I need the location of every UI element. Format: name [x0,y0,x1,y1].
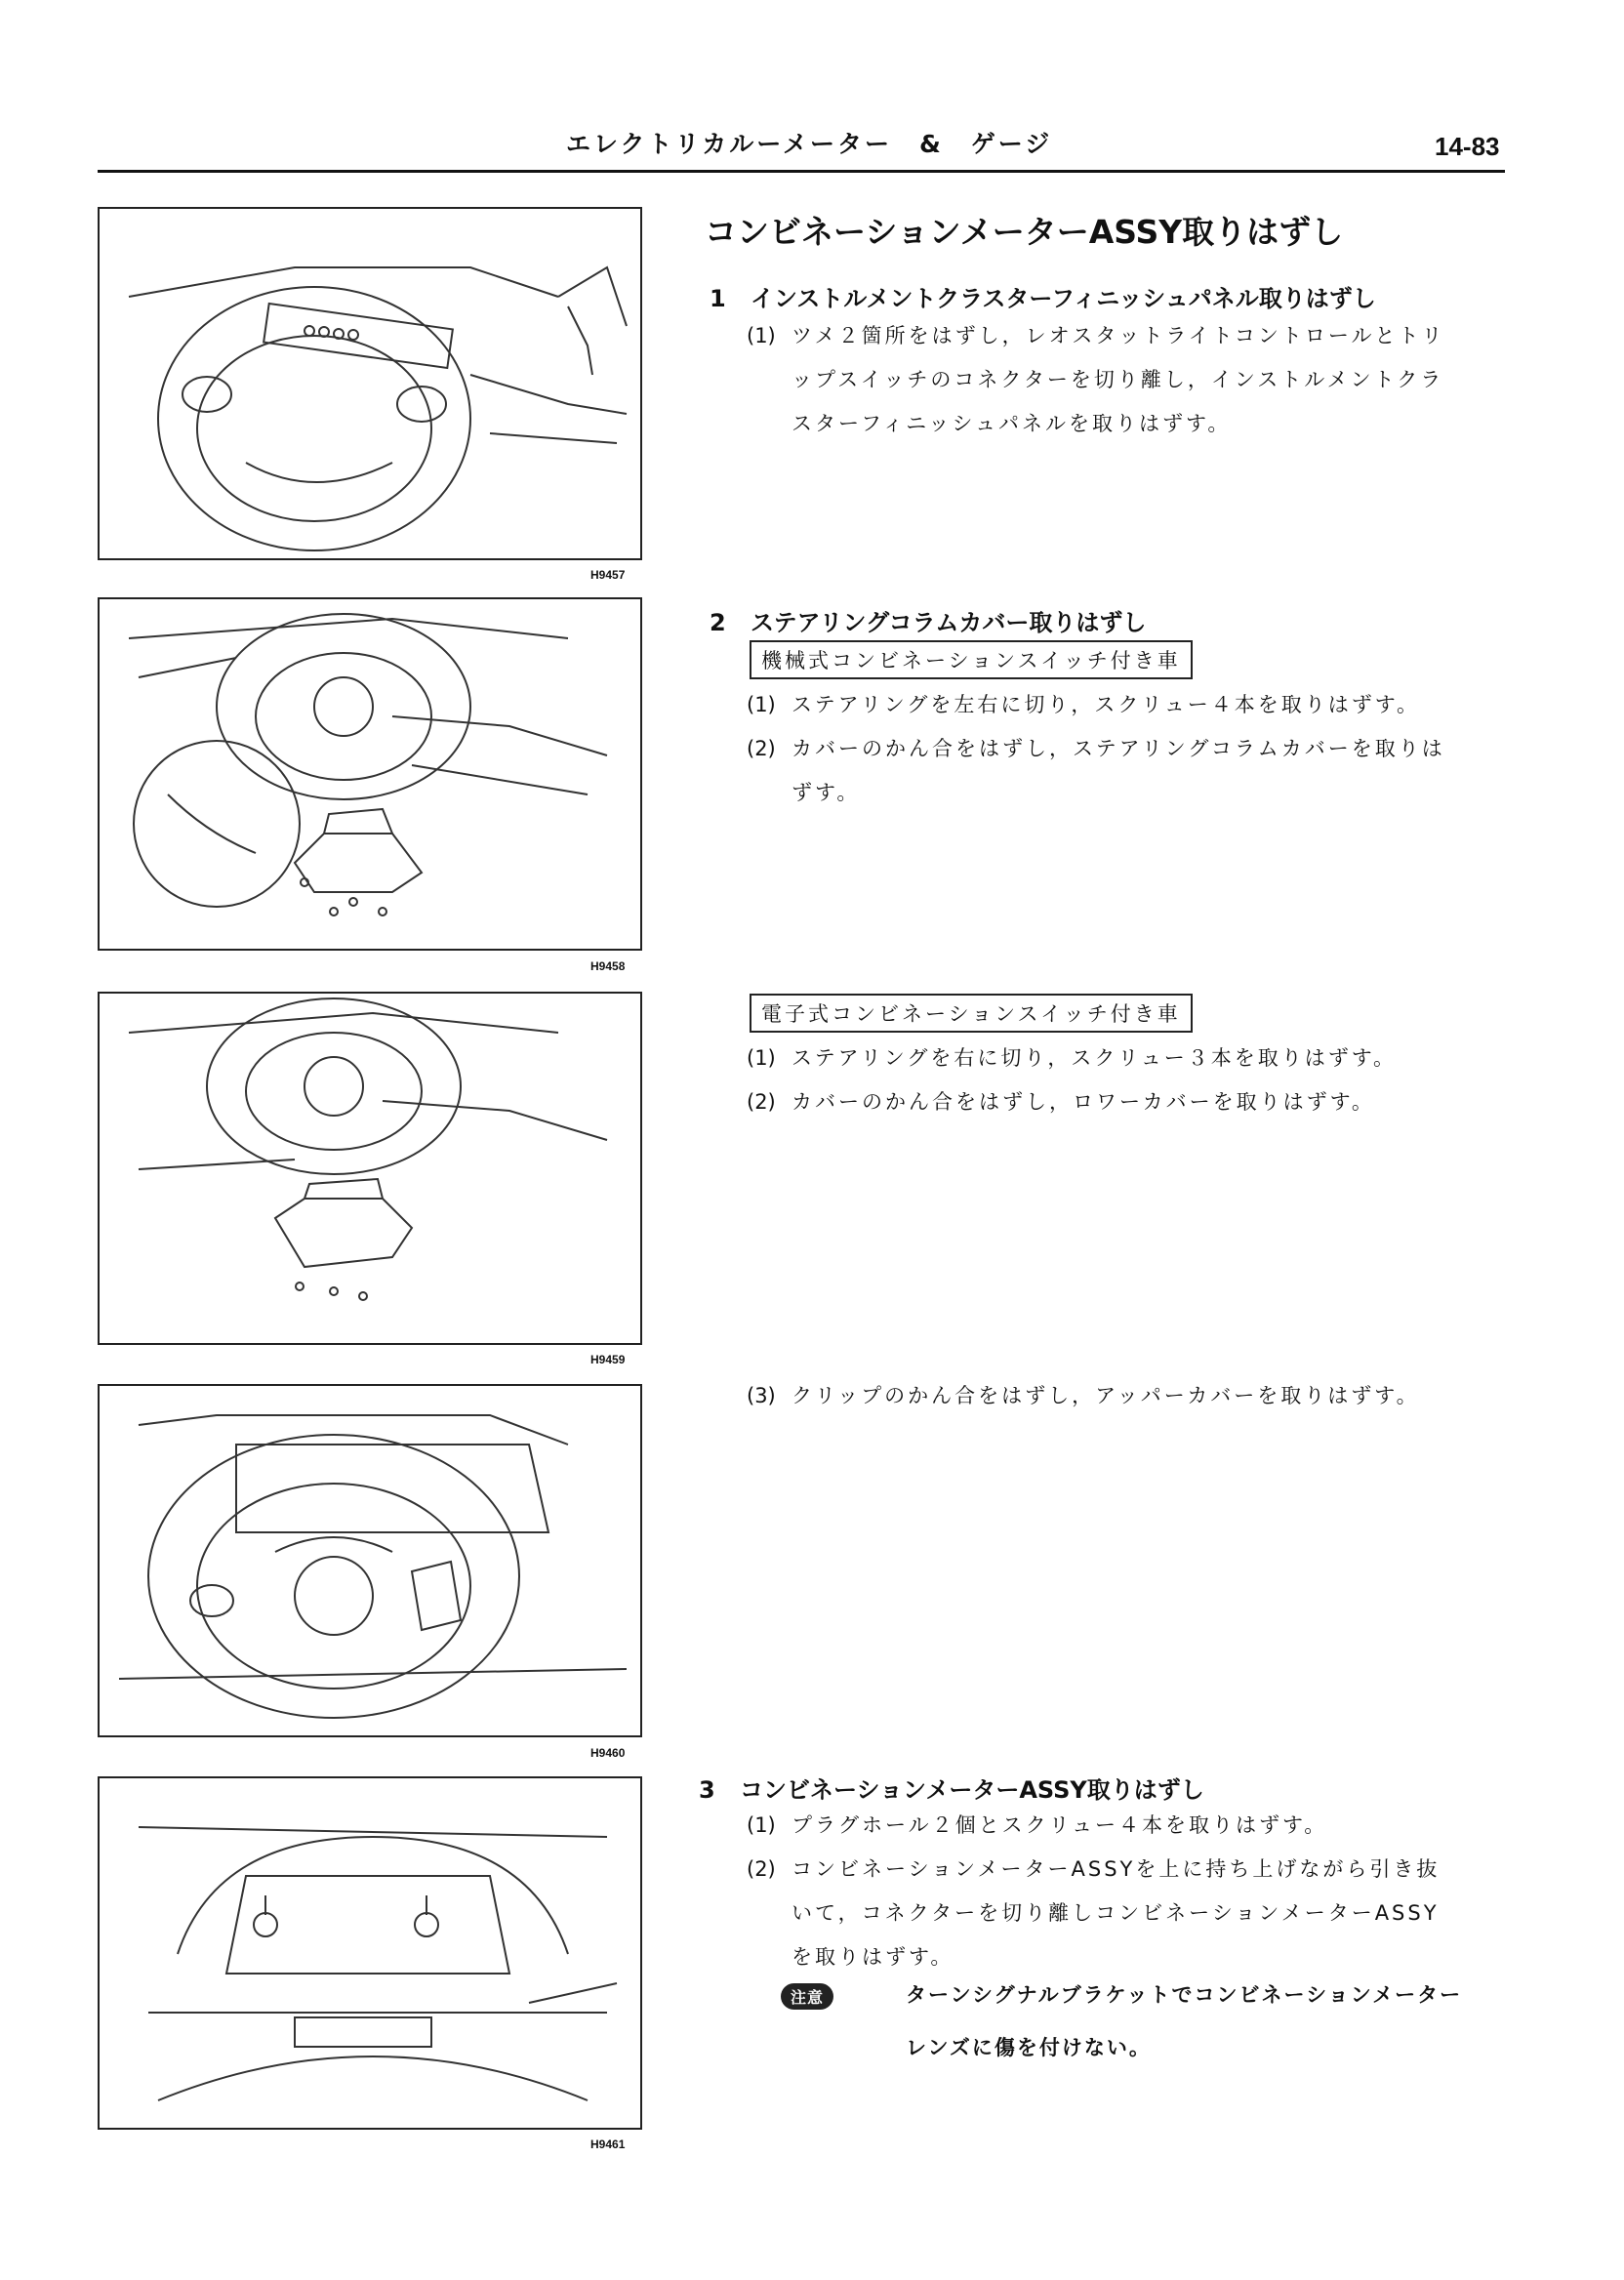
page-number: 14-83 [1435,132,1500,161]
figure-meter-assy [98,1776,642,2130]
paragraph-number: (1) [747,324,776,347]
figure-code: H9461 [590,2138,626,2151]
paragraph-number: (1) [747,693,776,716]
step-title: ステアリングコラムカバー取りはずし [751,609,1147,636]
paragraph-text: カバーのかん合をはずし，ステアリングコラムカバーを取りは [792,737,1445,760]
figure-upper-cover-illustration [100,1386,640,1735]
step-1-heading [710,279,1376,313]
paragraph-text: スターフィニッシュパネルを取りはずす。 [792,412,1232,435]
figure-code: H9458 [590,959,626,973]
step-2-heading [710,603,1146,637]
caution-line: ターンシグナルブラケットでコンビネーションメーター [906,1983,1463,2007]
paragraph-text: カバーのかん合をはずし，ロワーカバーを取りはずす。 [792,1090,1375,1114]
paragraph-number: (1) [747,1813,776,1837]
figure-column-cover-electronic [98,992,642,1345]
paragraph-text: を取りはずす。 [792,1945,954,1969]
paragraph-text: ずす。 [792,781,861,804]
figure-code: H9457 [590,568,626,582]
caution-line: レンズに傷を付けない。 [906,2036,1152,2059]
figure-upper-cover [98,1384,642,1737]
figure-column-cover-mechanical-illustration [100,599,640,949]
mechanical-switch-label: 機械式コンビネーションスイッチ付き車 [750,640,1193,679]
caution-text [906,1972,1462,2071]
paragraph-text: コンビネーションメーターASSYを上に持ち上げながら引き抜 [792,1857,1441,1881]
step-1-paragraph [747,314,1444,446]
figure-code: H9459 [590,1353,626,1366]
figure-column-cover-electronic-illustration [100,994,640,1343]
step-title: コンビネーションメーターASSY取りはずし [740,1776,1204,1804]
step-3-heading [699,1771,1204,1805]
paragraph-text: ップスイッチのコネクターを切り離し，インストルメントクラ [792,368,1444,391]
header-title: エレクトリカルーメーター & ゲージ [566,130,1053,158]
figure-column-cover-mechanical [98,597,642,951]
paragraph-text: プラグホール２個とスクリュー４本を取りはずす。 [792,1813,1328,1837]
paragraph-text: ステアリングを右に切り，スクリュー３本を取りはずす。 [792,1046,1398,1070]
step-title: インストルメントクラスターフィニッシュパネル取りはずし [751,285,1376,312]
paragraph-number: (2) [747,1857,776,1881]
paragraph-number: (3) [747,1384,776,1407]
upper-cover-paragraph [747,1374,1420,1418]
paragraph-text: ステアリングを左右に切り，スクリュー４本を取りはずす。 [792,693,1421,716]
paragraph-text: いて，コネクターを切り離しコンビネーションメーターASSY [792,1901,1440,1925]
paragraph-number: (2) [747,1090,776,1114]
caution-badge-wrapper [781,1983,833,2010]
figure-meter-assy-illustration [100,1778,640,2128]
paragraph-text: ツメ２箇所をはずし，レオスタットライトコントロールとトリ [792,324,1445,347]
figure-cluster-panel-illustration [100,209,640,558]
step-number: 2 [710,609,726,636]
step-3-paragraphs [747,1804,1440,1979]
figure-cluster-panel [98,207,642,560]
step-number: 1 [710,285,726,312]
paragraph-text: クリップのかん合をはずし，アッパーカバーを取りはずす。 [792,1384,1420,1407]
step-number: 3 [699,1776,715,1804]
figure-code: H9460 [590,1746,626,1760]
header-divider [98,170,1505,173]
electronic-paragraphs [747,1037,1397,1124]
paragraph-number: (2) [747,737,776,760]
mechanical-paragraphs [747,683,1445,815]
section-title: コンビネーションメーターASSY取りはずし [705,213,1344,251]
paragraph-number: (1) [747,1046,776,1070]
electronic-switch-label: 電子式コンビネーションスイッチ付き車 [750,994,1193,1033]
caution-badge: 注意 [781,1983,833,2010]
